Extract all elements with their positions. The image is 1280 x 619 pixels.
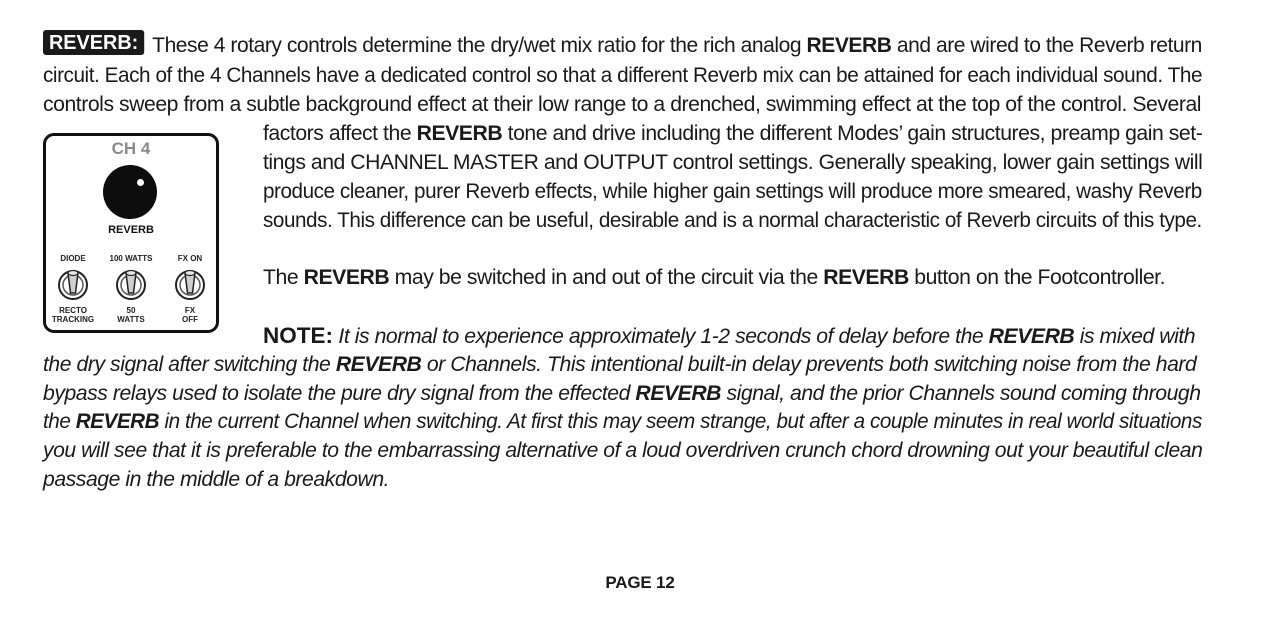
- switching-paragraph: The REVERB may be switched in and out of the circuit via the REVERB button on the Footcontroller.: [263, 266, 1166, 289]
- reverb-line-6: produce cleaner, purer Reverb effects, while higher gain settings will produce more smeared, washy Reverb: [263, 180, 1202, 203]
- toggle-switch-icon: [173, 267, 207, 303]
- reverb-line-1: REVERB: These 4 rotary controls determine the dry/wet mix ratio for the rich analog REVERB and are wired to the Reverb return: [43, 31, 1202, 60]
- toggle-switch-icon: [114, 267, 148, 303]
- panel-channel-title: CH 4: [111, 139, 151, 158]
- channel-panel-illustration: [43, 133, 219, 333]
- switch-2-bottom-label: 50 WATTS: [117, 306, 145, 324]
- reverb-heading-tag: REVERB:: [43, 30, 144, 55]
- note-line-6: passage in the middle of a breakdown.: [43, 468, 390, 491]
- panel-knob-label: REVERB: [108, 224, 154, 236]
- switch-1-top-label: DIODE: [60, 254, 86, 263]
- switch-3-bottom-label: FX OFF: [182, 306, 198, 324]
- switch-2-top-label: 100 WATTS: [109, 254, 153, 263]
- note-line-3: bypass relays used to isolate the pure dry signal from the effected REVERB signal, and the prior Channels sound coming through: [43, 382, 1201, 405]
- toggle-switch-icon: [56, 267, 90, 303]
- switch-1-bottom-label: RECTO TRACKING: [51, 306, 95, 324]
- reverb-line-2: circuit. Each of the 4 Channels have a dedicated control so that a different Reverb mix can be attained for each individual sound. The: [43, 64, 1203, 87]
- reverb-line-3: controls sweep from a subtle background effect at their low range to a drenched, swimming effect at the top of the control. Several: [43, 93, 1202, 116]
- reverb-knob-icon: [103, 165, 157, 219]
- note-label: NOTE:: [263, 323, 333, 348]
- note-line-5: you will see that it is preferable to the embarrassing alternative of a loud overdriven crunch chord drowning out your beautiful clean: [43, 439, 1203, 462]
- reverb-line-5: tings and CHANNEL MASTER and OUTPUT control settings. Generally speaking, lower gain settings will: [263, 151, 1203, 174]
- reverb-line-4: factors affect the REVERB tone and drive including the different Modes’ gain structures, preamp gain set-: [263, 122, 1203, 145]
- switch-3-top-label: FX ON: [177, 254, 203, 263]
- knob-indicator-dot: [137, 179, 144, 186]
- page-number: PAGE 12: [605, 573, 675, 592]
- note-line-2: the dry signal after switching the REVERB or Channels. This intentional built-in delay prevents both switching noise from the hard: [43, 353, 1197, 376]
- reverb-line-7: sounds. This difference can be useful, desirable and is a normal characteristic of Reverb circuits of this type.: [263, 209, 1202, 232]
- note-line-4: the REVERB in the current Channel when switching. At first this may seem strange, but after a couple minutes in real world situations: [43, 410, 1202, 433]
- note-line-1: NOTE: It is normal to experience approximately 1-2 seconds of delay before the REVERB is mixed with: [263, 323, 1196, 348]
